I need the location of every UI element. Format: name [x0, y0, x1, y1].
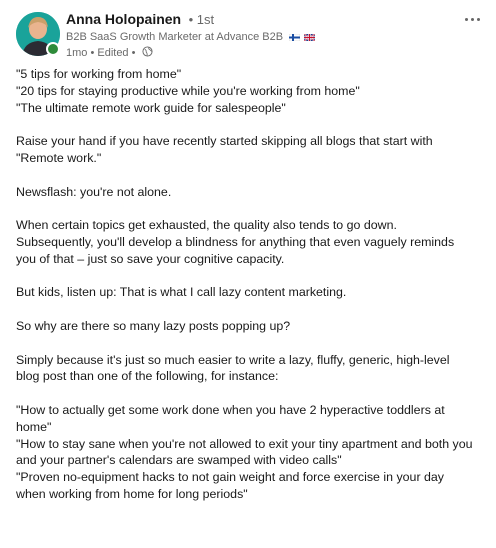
post-text-line: and your partner's calendars are swamped with video calls" — [16, 453, 342, 468]
post-text-line: Newsflash: you're not alone. — [16, 184, 172, 199]
post-text-line: Raise your hand if you have recently started skipping all blogs that start with — [16, 134, 433, 149]
post-text-line: "Remote work." — [16, 150, 102, 165]
post-text-line: you of that – just so save your cognitive capacity. — [16, 251, 285, 266]
post-text-line: So why are there so many lazy posts popping up? — [16, 318, 291, 333]
post-timestamp — [66, 45, 446, 61]
more-dot-icon — [477, 18, 480, 21]
post-text-line: "The ultimate remote work guide for salespeople" — [16, 100, 286, 115]
post-text-line: "How to actually get some work done when you have 2 hyperactive toddlers at — [16, 402, 445, 417]
paragraph-gap — [16, 268, 486, 285]
post-text-line: "How to stay sane when you're not allowed to exit your tiny apartment and both you — [16, 436, 473, 451]
paragraph-gap — [16, 116, 486, 133]
author-avatar[interactable] — [14, 10, 62, 58]
post-text-line: Subsequently, you'll develop a blindness for anything that even vaguely reminds — [16, 234, 455, 249]
author-name[interactable]: Anna Holopainen — [66, 11, 182, 27]
paragraph-gap — [16, 335, 486, 352]
post-text-line: "Proven no-equipment hacks to not gain weight and force exercise in your day — [16, 470, 444, 485]
post-text-line: when working from home for long periods" — [16, 486, 248, 501]
post-text-line: blog post than one of the following, for instance: — [16, 369, 279, 384]
post-header — [14, 10, 484, 58]
connection-degree: • 1st — [188, 12, 215, 27]
uk-flag-icon — [304, 34, 315, 41]
paragraph-gap — [16, 167, 486, 184]
headline-text: B2B SaaS Growth Marketer at Advance B2B — [66, 31, 284, 43]
post-text-line: When certain topics get exhausted, the quality also tends to go down. — [16, 218, 397, 233]
timestamp-text: 1mo • Edited • — [66, 47, 136, 59]
post-text-line: "20 tips for staying productive while you're working from home" — [16, 83, 360, 98]
more-options-button[interactable] — [460, 10, 484, 28]
more-dot-icon — [465, 18, 468, 21]
post-text-line: home" — [16, 419, 52, 434]
post-text-line: "5 tips for working from home" — [16, 67, 182, 81]
author-meta — [66, 10, 446, 61]
globe-icon — [142, 46, 153, 57]
finland-flag-icon — [289, 34, 300, 41]
paragraph-gap — [16, 200, 486, 217]
post-text-line: Simply because it's just so much easier to write a lazy, fluffy, generic, high-level — [16, 352, 450, 367]
paragraph-gap — [16, 385, 486, 402]
paragraph-gap — [16, 301, 486, 318]
online-status-icon — [46, 42, 60, 56]
post-body — [16, 66, 486, 503]
more-dot-icon — [471, 18, 474, 21]
post-text-line: But kids, listen up: That is what I call lazy content marketing. — [16, 285, 347, 300]
author-headline — [66, 29, 446, 45]
